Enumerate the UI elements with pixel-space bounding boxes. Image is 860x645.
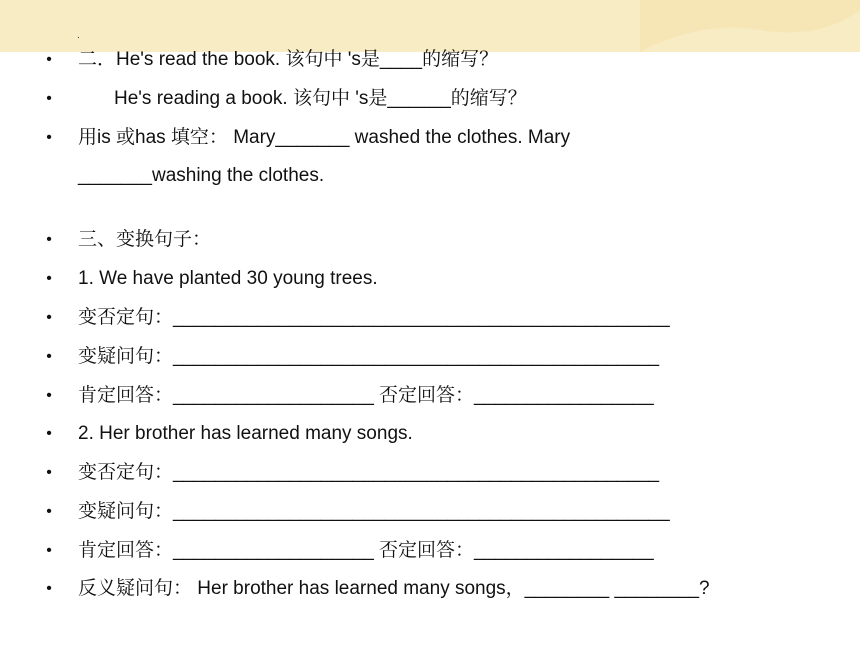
bullet: • xyxy=(46,503,52,520)
line-text: 用is 或has 填空： Mary_______ washed the clothes. Mary xyxy=(78,127,571,148)
line-text: 变否定句：______________________________________________ xyxy=(78,462,660,483)
line-3 xyxy=(0,123,860,153)
line-text: 肯定回答：___________________ 否定回答：_________________ xyxy=(78,385,654,406)
line-text: 变否定句：_______________________________________________ xyxy=(78,307,670,328)
bullet: • xyxy=(46,542,52,559)
line-8 xyxy=(0,342,860,372)
line-text: 二．He's read the book. 该句中 's是____的缩写？ xyxy=(78,49,499,70)
line-5 xyxy=(0,225,860,255)
line-text: 2. Her brother has learned many songs. xyxy=(78,423,413,444)
bullet: • xyxy=(46,580,52,597)
line-9 xyxy=(0,381,860,411)
bullet: • xyxy=(46,129,52,146)
line-13 xyxy=(0,536,860,566)
line-4 xyxy=(0,161,860,191)
line-text: 三、变换句子： xyxy=(78,229,212,250)
line-text: 1. We have planted 30 young trees. xyxy=(78,268,378,289)
line-text: _______washing the clothes. xyxy=(78,165,325,186)
line-11 xyxy=(0,458,860,488)
bullet: • xyxy=(46,425,52,442)
bullet: • xyxy=(46,348,52,365)
line-7 xyxy=(0,303,860,333)
bullet: • xyxy=(46,387,52,404)
bullet: • xyxy=(46,231,52,248)
line-14 xyxy=(0,574,860,604)
bullet: • xyxy=(46,464,52,481)
line-12 xyxy=(0,497,860,527)
line-2 xyxy=(0,84,860,114)
header-mark: . xyxy=(77,30,80,41)
line-10 xyxy=(0,419,860,449)
line-text: 变疑问句：_______________________________________________ xyxy=(78,501,670,522)
line-1 xyxy=(0,45,860,75)
line-text: 肯定回答：___________________ 否定回答：_________________ xyxy=(78,540,654,561)
line-text: 反义疑问句： Her brother has learned many songs，________ ________? xyxy=(78,578,710,599)
bullet: • xyxy=(46,90,52,107)
bullet: • xyxy=(46,309,52,326)
bullet: • xyxy=(46,270,52,287)
bullet: • xyxy=(46,51,52,68)
line-6 xyxy=(0,264,860,294)
line-text: 变疑问句：______________________________________________ xyxy=(78,346,660,367)
line-text: He's reading a book. 该句中 's是______的缩写？ xyxy=(114,88,527,109)
